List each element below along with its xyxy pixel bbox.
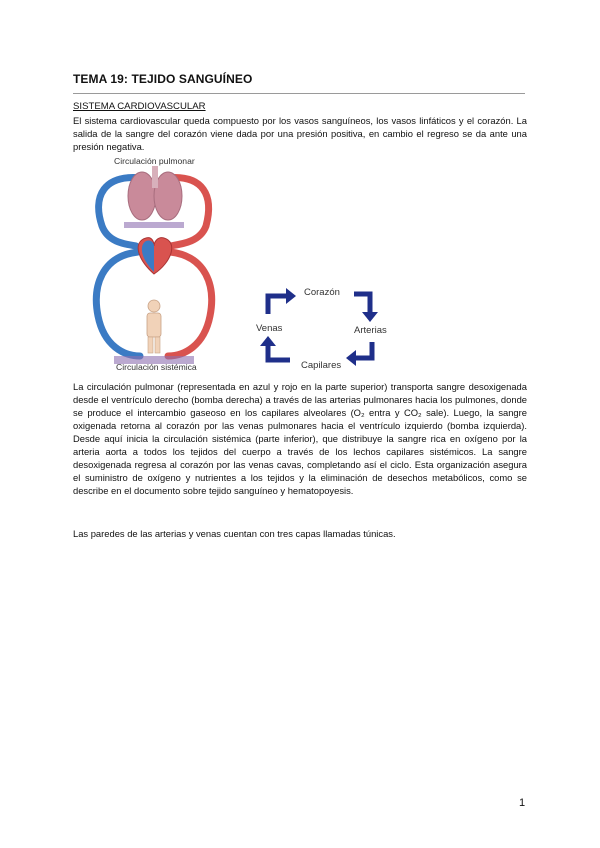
cycle-step-corazon: Corazón xyxy=(304,287,340,298)
systemic-vein-loop xyxy=(96,252,140,356)
left-lung xyxy=(128,172,156,220)
circulation-paragraph: La circulación pulmonar (representada en azul y rojo en la parte superior) transporta sangre desoxigenada desde el ventrículo derecho (bomba derecha) a través de las arterias pulmonares hacia los pulmones, donde se produce el intercambio gaseoso en los capilares alveolares (O₂ entra y CO₂ sale). Luego, la sangre oxigenada retorna al corazón por las venas pulmonares hacia el ventrículo izquierdo (bomba izquierda). Desde aquí inicia la circulación sistémica (parte inferior), que distribuye la sangre rica en oxígeno por la arteria aorta a todos los tejidos del cuerpo a través de los lechos capilares sistémicos. La sangre desoxigenada regresa al corazón por las venas cavas, completando así el ciclo. Esta organización asegura el suministro de oxígeno y nutrientes a los tejidos y la eliminación de desechos metabólicos, como se describe en el documento sobre tejido sanguíneo y hematopoyesis. xyxy=(73,381,527,496)
circulation-diagram xyxy=(84,156,224,374)
cycle-step-capilares: Capilares xyxy=(301,360,342,371)
arrow-head-bottom-left-icon xyxy=(260,336,276,346)
trachea xyxy=(152,166,158,188)
arrow-venas-to-corazon-icon xyxy=(268,296,286,314)
arrow-head-top-left-icon xyxy=(286,288,296,304)
right-lung xyxy=(154,172,182,220)
cycle-step-arterias: Arterias xyxy=(354,325,387,336)
body-head xyxy=(148,300,160,312)
cycle-diagram xyxy=(246,278,400,374)
systemic-artery-loop xyxy=(168,252,212,356)
body-torso xyxy=(147,313,161,337)
body-leg-right xyxy=(155,337,160,353)
figure-bottom-label: Circulación sistémica xyxy=(116,362,197,372)
page-title: TEMA 19: TEJIDO SANGUÍNEO xyxy=(73,72,253,86)
vessel-walls-paragraph: Las paredes de las arterias y venas cuentan con tres capas llamadas túnicas. xyxy=(73,528,396,539)
arrow-head-bottom-right-icon xyxy=(346,350,356,366)
capillary-bed-top xyxy=(124,222,184,228)
section-heading: SISTEMA CARDIOVASCULAR xyxy=(73,101,206,112)
arrow-capilares-to-venas-icon xyxy=(268,346,290,360)
figure-top-label: Circulación pulmonar xyxy=(114,156,195,166)
arrow-head-top-right-icon xyxy=(362,312,378,322)
title-divider xyxy=(73,93,525,94)
cycle-step-venas: Venas xyxy=(256,323,283,334)
intro-paragraph: El sistema cardiovascular queda compuesto por los vasos sanguíneos, los vasos linfáticos y el corazón. La salida de la sangre del corazón viene dada por una presión positiva, en cambio el regreso se da ante una presión negativa. xyxy=(73,115,527,152)
body-leg-left xyxy=(148,337,153,353)
page-number: 1 xyxy=(519,797,526,809)
circulation-figure xyxy=(84,156,224,374)
arrow-corazon-to-arterias-icon xyxy=(354,294,370,312)
arrow-arterias-to-capilares-icon xyxy=(356,342,372,358)
